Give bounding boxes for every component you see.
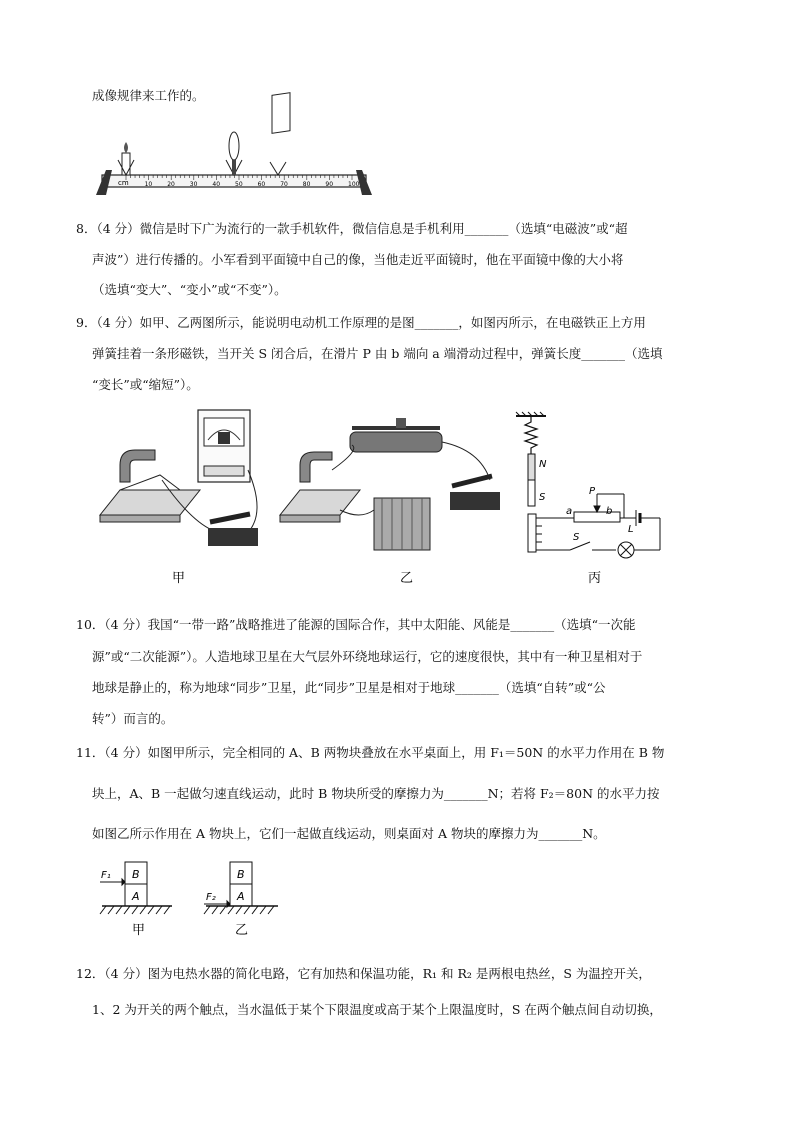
ruler-tick-label: 10 xyxy=(144,181,153,188)
ruler-tick-label: 70 xyxy=(280,181,288,188)
label-l: L xyxy=(628,524,634,535)
text-line-8: 10．（4 分）我国“一带一路”战略推进了能源的国际合作，其中太阳能、风能是_______（选填“一次能 xyxy=(76,617,636,632)
text-line-7: “变长”或“缩短”）。 xyxy=(92,377,199,392)
text-line-12: 11．（4 分）如图甲所示，完全相同的 A、B 两物块叠放在水平桌面上，用 F₁＝50N 的水平力作用在 B 物 xyxy=(76,745,665,760)
block-a-2: A xyxy=(237,890,245,903)
ruler-tick-label: 100 xyxy=(348,181,360,188)
label-p: P xyxy=(589,486,596,497)
optical-bench-figure xyxy=(96,120,376,200)
figure-yi xyxy=(280,418,500,550)
ruler-tick-label: 60 xyxy=(257,181,266,188)
figure-11 xyxy=(92,858,292,948)
caption-bing: 丙 xyxy=(588,571,602,586)
caption-11-yi: 乙 xyxy=(235,923,249,938)
text-line-4: （选填“变大”、“变小”或“不变”）。 xyxy=(92,282,287,297)
label-b: b xyxy=(606,506,613,517)
caption-yi: 乙 xyxy=(400,571,414,586)
ruler-tick-label: 50 xyxy=(235,181,243,188)
text-line-13: 块上，A、B 一起做匀速直线运动，此时 B 物块所受的摩擦力为_______N；若将 F₂＝80N 的水平力按 xyxy=(92,786,660,801)
caption-jia: 甲 xyxy=(172,571,186,586)
text-line-6: 弹簧挂着一条形磁铁，当开关 S 闭合后，在滑片 P 由 b 端向 a 端滑动过程中，弹簧长度_______（选填 xyxy=(92,346,663,361)
ruler-tick-label: 40 xyxy=(212,181,221,188)
ruler-tick-label: 80 xyxy=(302,181,311,188)
block-b-1: B xyxy=(132,868,140,881)
text-line-15: 12．（4 分）图为电热水器的简化电路，它有加热和保温功能，R₁ 和 R₂ 是两根电热丝，S 为温控开关， xyxy=(76,966,651,981)
text-line-5: 9．（4 分）如甲、乙两图所示，能说明电动机工作原理的是图_______，如图丙所示，在电磁铁正上方用 xyxy=(76,315,646,330)
block-a-1: A xyxy=(132,890,140,903)
text-line-9: 源”或“二次能源”）。人造地球卫星在大气层外环绕地球运行，它的速度很快，其中有一种卫星相对于 xyxy=(92,649,643,664)
label-a: a xyxy=(566,506,573,517)
ruler-tick-label: 90 xyxy=(325,181,334,188)
figure-bing xyxy=(516,412,660,558)
ruler-tick-label: 30 xyxy=(189,181,198,188)
block-b-2: B xyxy=(237,868,245,881)
text-line-3: 声波”）进行传播的。小军看到平面镜中自己的像，当他走近平面镜时，他在平面镜中像的大小将 xyxy=(92,252,624,267)
ruler-unit: cm xyxy=(118,179,129,187)
ruler-tick-label: 20 xyxy=(167,181,175,188)
label-n: N xyxy=(539,459,547,470)
label-s: S xyxy=(539,492,546,503)
figure-9 xyxy=(100,410,670,586)
force-f2: F₂ xyxy=(206,892,216,903)
text-line-11: 转”）而言的。 xyxy=(92,711,174,726)
label-switch: S xyxy=(573,532,580,543)
force-f1: F₁ xyxy=(101,870,111,881)
text-line-10: 地球是静止的，称为地球“同步”卫星，此“同步”卫星是相对于地球_______（选填“自转”或“公 xyxy=(92,680,606,695)
caption-11-jia: 甲 xyxy=(132,923,146,938)
text-line-1: 成像规律来工作的。 xyxy=(92,88,205,103)
text-line-2: 8．（4 分）微信是时下广为流行的一款手机软件，微信信息是手机利用_______（选填“电磁波”或“超 xyxy=(76,221,628,236)
text-line-14: 如图乙所示作用在 A 物块上，它们一起做直线运动，则桌面对 A 物块的摩擦力为_______N。 xyxy=(92,826,606,841)
text-line-16: 1、2 为开关的两个触点，当水温低于某个下限温度或高于某个上限温度时，S 在两个触点间自动切换， xyxy=(92,1002,662,1017)
figure-jia xyxy=(100,410,258,546)
